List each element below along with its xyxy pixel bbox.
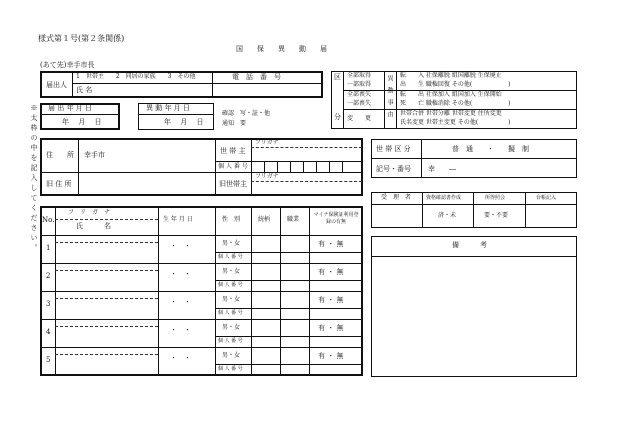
reason-col-bottom: 分 bbox=[334, 113, 341, 121]
remarks-box bbox=[371, 236, 577, 377]
confirm-options: 写・証・他 bbox=[240, 110, 271, 117]
office-id-check: 資格確認書作成 bbox=[426, 195, 462, 201]
move-reason-vertical: 異動事由 bbox=[386, 75, 393, 123]
col-relation: 続柄 bbox=[258, 216, 271, 223]
confirm-label: 確認 bbox=[222, 110, 235, 117]
member-no: 2 bbox=[46, 272, 51, 280]
page-title: 国 保 異 動 届 bbox=[236, 45, 327, 53]
member-no: 5 bbox=[46, 356, 51, 364]
member-no: 1 bbox=[46, 244, 51, 252]
member-mynumber: 有 ・ 無 bbox=[318, 352, 344, 360]
member-personal-number: 個 人 番 号 bbox=[218, 366, 243, 372]
remarks-label: 備 考 bbox=[452, 241, 487, 249]
change-label: 変 更 bbox=[347, 115, 372, 122]
col-furigana: フ リ ガ ナ bbox=[68, 209, 111, 216]
phone-label: 電 話 番 号 bbox=[232, 73, 281, 81]
filing-date-label: 届 出 年 月 日 bbox=[48, 104, 92, 112]
notifier-relation: 1 世帯主 2 同居の家族 3 その他 bbox=[76, 73, 196, 80]
member-personal-number: 個 人 番 号 bbox=[218, 338, 243, 344]
col-birth: 生 年 月 日 bbox=[163, 216, 193, 223]
lose-all: 全部喪失 bbox=[347, 91, 372, 98]
reason-row4: 死 亡 職権消除 その他( ) bbox=[400, 100, 511, 107]
reason-row3: 転 出 社保加入 組国加入 生保開始 bbox=[400, 91, 502, 98]
change-date-value: 年 月 日 bbox=[164, 118, 204, 126]
col-mynumber: マイナ保険証利用登録の有無 bbox=[313, 212, 359, 225]
member-mynumber: 有 ・ 無 bbox=[318, 296, 344, 304]
head-furigana: フリガナ bbox=[255, 139, 279, 146]
member-sex: 男・女 bbox=[222, 352, 241, 359]
member-birth: ・ ・ bbox=[170, 354, 191, 362]
col-name: 氏 名 bbox=[76, 222, 111, 230]
acquire-part: 一部取得 bbox=[347, 81, 372, 88]
member-no: 3 bbox=[46, 300, 51, 308]
reason-col-top: 区 bbox=[334, 73, 341, 81]
former-head-label: 旧世帯主 bbox=[219, 180, 247, 188]
member-sex: 男・女 bbox=[222, 296, 241, 303]
former-address-label: 旧 住 所 bbox=[46, 180, 72, 188]
col-no: No. bbox=[42, 216, 55, 224]
member-sex: 男・女 bbox=[222, 324, 241, 331]
member-sex: 男・女 bbox=[222, 240, 241, 247]
change-date-label: 異 動 年 月 日 bbox=[146, 104, 190, 112]
office-id-value: 済・未 bbox=[438, 212, 457, 219]
member-no: 4 bbox=[46, 328, 51, 336]
acquire-all: 全部取得 bbox=[347, 72, 372, 79]
household-head-label: 世 帯 主 bbox=[220, 147, 246, 155]
member-birth: ・ ・ bbox=[170, 270, 191, 278]
notice-label: 通知 bbox=[222, 120, 235, 127]
address-value: 幸手市 bbox=[84, 151, 105, 159]
reason-row6: 氏名変更 世帯主変更 その他( ) bbox=[400, 119, 511, 126]
member-personal-number: 個 人 番 号 bbox=[218, 310, 243, 316]
member-personal-number: 個 人 番 号 bbox=[218, 282, 243, 288]
member-mynumber: 有 ・ 無 bbox=[318, 240, 344, 248]
side-note: ※太枠の中を記入してください。 bbox=[30, 104, 38, 254]
reason-row1: 転 入 社保離脱 組国離脱 生保廃止 bbox=[400, 72, 502, 79]
household-kind-options: 普 通 ・ 擬 制 bbox=[452, 145, 529, 153]
member-mynumber: 有 ・ 無 bbox=[318, 324, 344, 332]
member-birth: ・ ・ bbox=[170, 298, 191, 306]
head-personal-number: 個 人 番 号 bbox=[218, 163, 248, 170]
former-head-furigana: フリガナ bbox=[255, 173, 279, 180]
reason-row2: 出 生 職権回復 その他( ) bbox=[400, 81, 511, 88]
household-kind-label: 世 帯 区 分 bbox=[376, 145, 411, 153]
col-sex: 性 別 bbox=[222, 216, 241, 223]
office-income-value: 要・不要 bbox=[484, 212, 509, 219]
member-birth: ・ ・ bbox=[170, 242, 191, 250]
notifier-name-label: 氏 名 bbox=[76, 86, 93, 94]
office-income: 所得照会 bbox=[485, 195, 506, 201]
member-personal-number: 個 人 番 号 bbox=[218, 254, 243, 260]
address-label: 住 所 bbox=[46, 151, 74, 159]
office-receiver: 受 理 者 bbox=[381, 194, 412, 201]
member-sex: 男・女 bbox=[222, 268, 241, 275]
symbol-number-label: 記号・番号 bbox=[376, 165, 411, 173]
reason-row5: 世帯合併 世帯分離 世帯変更 住所変更 bbox=[400, 110, 502, 117]
office-ledger: 台帳記入 bbox=[536, 195, 557, 201]
addressee: (あて先)幸手市長 bbox=[40, 61, 95, 69]
col-job: 職業 bbox=[287, 216, 300, 223]
symbol-number-value: 幸 ― bbox=[428, 165, 456, 173]
form-id: 様式第１号(第２条関係) bbox=[38, 34, 125, 43]
notifier-label: 届出人 bbox=[46, 81, 67, 89]
filing-date-value: 年 月 日 bbox=[62, 118, 102, 126]
notice-value: 要 bbox=[240, 120, 247, 127]
member-mynumber: 有 ・ 無 bbox=[318, 268, 344, 276]
lose-part: 一部喪失 bbox=[347, 100, 372, 107]
member-birth: ・ ・ bbox=[170, 326, 191, 334]
